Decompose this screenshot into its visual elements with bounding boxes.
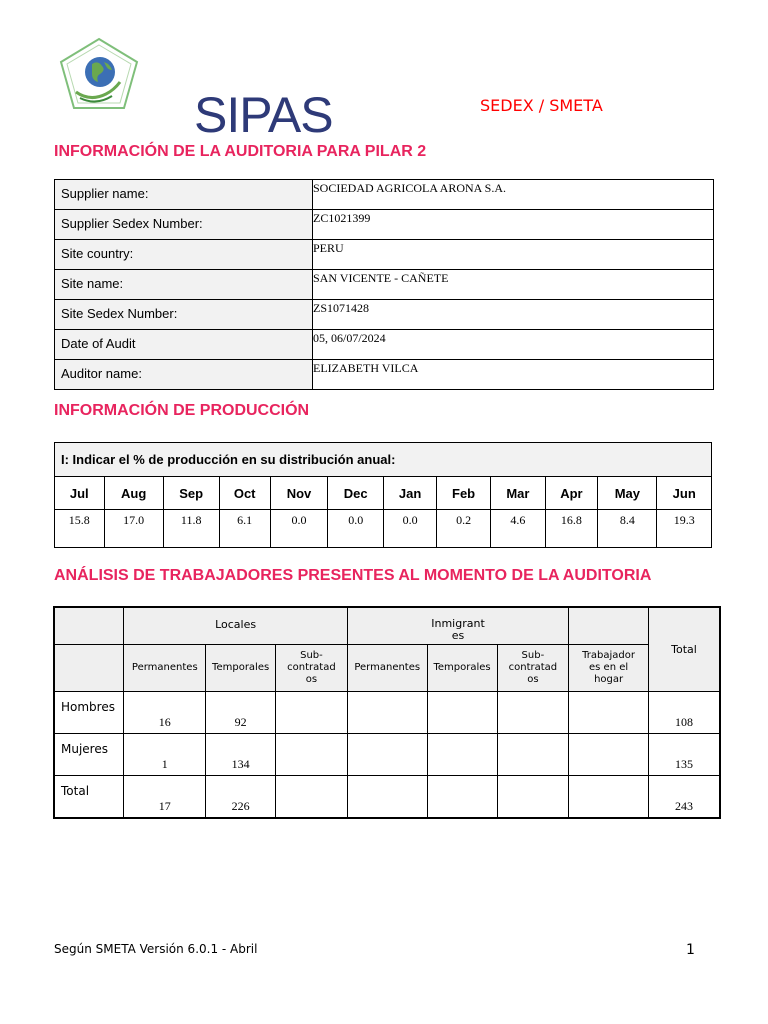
worker-row bbox=[54, 691, 720, 733]
month-value: 17.0 bbox=[104, 510, 163, 548]
worker-row-label: Hombres bbox=[54, 691, 124, 733]
logo-text: SIPAS bbox=[194, 87, 333, 143]
audit-info-table bbox=[54, 179, 714, 390]
worker-cell bbox=[569, 775, 649, 818]
globe-hands-icon bbox=[54, 36, 144, 116]
audit-label: Date of Audit bbox=[55, 330, 313, 360]
worker-row-total: 108 bbox=[648, 691, 720, 733]
worker-row-label: Mujeres bbox=[54, 733, 124, 775]
month-header: Feb bbox=[436, 477, 490, 510]
audit-label: Site Sedex Number: bbox=[55, 300, 313, 330]
month-header: Jul bbox=[55, 477, 105, 510]
corner-cell-2 bbox=[54, 644, 124, 691]
month-value: 0.0 bbox=[270, 510, 328, 548]
worker-cell bbox=[427, 775, 497, 818]
worker-cell: 134 bbox=[206, 733, 276, 775]
month-header: Aug bbox=[104, 477, 163, 510]
audit-value: SAN VICENTE - CAÑETE bbox=[313, 270, 714, 300]
group-locales: Locales bbox=[124, 607, 347, 644]
worker-row-label: Total bbox=[54, 775, 124, 818]
worker-subheader: Temporales bbox=[427, 644, 497, 691]
month-value: 4.6 bbox=[491, 510, 545, 548]
worker-subheader: Permanentes bbox=[124, 644, 206, 691]
audit-row bbox=[55, 240, 714, 270]
worker-cell bbox=[569, 691, 649, 733]
month-header: May bbox=[598, 477, 657, 510]
worker-cell bbox=[497, 691, 569, 733]
worker-subheader: Sub- contratad os bbox=[497, 644, 569, 691]
month-header: Sep bbox=[163, 477, 219, 510]
production-caption: I: Indicar el % de producción en su distribución anual: bbox=[55, 443, 712, 477]
group-hogar-blank bbox=[569, 607, 649, 644]
audit-row bbox=[55, 180, 714, 210]
worker-subheader: Temporales bbox=[206, 644, 276, 691]
month-header: Jun bbox=[657, 477, 712, 510]
worker-cell bbox=[497, 775, 569, 818]
month-value: 8.4 bbox=[598, 510, 657, 548]
audit-value: ZS1071428 bbox=[313, 300, 714, 330]
month-value: 19.3 bbox=[657, 510, 712, 548]
month-header: Nov bbox=[270, 477, 328, 510]
total-header: Total bbox=[648, 607, 720, 691]
audit-label: Supplier Sedex Number: bbox=[55, 210, 313, 240]
month-header: Dec bbox=[328, 477, 384, 510]
audit-value: 05, 06/07/2024 bbox=[313, 330, 714, 360]
worker-subheader: Permanentes bbox=[347, 644, 427, 691]
audit-value: PERU bbox=[313, 240, 714, 270]
worker-cell bbox=[427, 733, 497, 775]
audit-label: Site country: bbox=[55, 240, 313, 270]
audit-value: ZC1021399 bbox=[313, 210, 714, 240]
group-inmigrantes: Inmigrant es bbox=[347, 607, 568, 644]
worker-cell bbox=[569, 733, 649, 775]
audit-row bbox=[55, 330, 714, 360]
worker-cell bbox=[347, 733, 427, 775]
month-value: 0.2 bbox=[436, 510, 490, 548]
worker-row-total: 243 bbox=[648, 775, 720, 818]
worker-subheader: Sub- contratad os bbox=[276, 644, 348, 691]
audit-row bbox=[55, 300, 714, 330]
production-table bbox=[54, 442, 712, 548]
footer-version: Según SMETA Versión 6.0.1 - Abril bbox=[54, 942, 258, 956]
audit-row bbox=[55, 270, 714, 300]
month-value: 6.1 bbox=[219, 510, 270, 548]
month-value: 11.8 bbox=[163, 510, 219, 548]
sipas-logo bbox=[54, 36, 333, 143]
worker-cell bbox=[347, 691, 427, 733]
worker-row bbox=[54, 775, 720, 818]
month-header: Jan bbox=[384, 477, 437, 510]
month-header: Oct bbox=[219, 477, 270, 510]
audit-value: SOCIEDAD AGRICOLA ARONA S.A. bbox=[313, 180, 714, 210]
worker-cell: 1 bbox=[124, 733, 206, 775]
worker-row-total: 135 bbox=[648, 733, 720, 775]
worker-cell: 226 bbox=[206, 775, 276, 818]
worker-cell bbox=[427, 691, 497, 733]
worker-cell bbox=[347, 775, 427, 818]
audit-label: Site name: bbox=[55, 270, 313, 300]
worker-cell: 16 bbox=[124, 691, 206, 733]
worker-cell bbox=[276, 733, 348, 775]
worker-cell: 17 bbox=[124, 775, 206, 818]
month-value: 16.8 bbox=[545, 510, 598, 548]
sedex-smeta-title: SEDEX / SMETA bbox=[480, 96, 603, 115]
worker-subheader: Trabajador es en el hogar bbox=[569, 644, 649, 691]
month-value: 0.0 bbox=[384, 510, 437, 548]
page-number: 1 bbox=[686, 942, 695, 958]
worker-cell: 92 bbox=[206, 691, 276, 733]
audit-row bbox=[55, 360, 714, 390]
audit-section-title: INFORMACIÓN DE LA AUDITORIA PARA PILAR 2 bbox=[54, 143, 427, 160]
month-header: Apr bbox=[545, 477, 598, 510]
audit-value: ELIZABETH VILCA bbox=[313, 360, 714, 390]
corner-cell bbox=[54, 607, 124, 644]
month-header: Mar bbox=[491, 477, 545, 510]
workers-table bbox=[53, 606, 721, 819]
worker-row bbox=[54, 733, 720, 775]
workers-section-title: ANÁLISIS DE TRABAJADORES PRESENTES AL MOMENTO DE LA AUDITORIA bbox=[54, 567, 652, 584]
worker-cell bbox=[276, 775, 348, 818]
audit-row bbox=[55, 210, 714, 240]
audit-label: Supplier name: bbox=[55, 180, 313, 210]
worker-cell bbox=[276, 691, 348, 733]
month-value: 0.0 bbox=[328, 510, 384, 548]
worker-cell bbox=[497, 733, 569, 775]
month-value: 15.8 bbox=[55, 510, 105, 548]
production-section-title: INFORMACIÓN DE PRODUCCIÓN bbox=[54, 402, 310, 419]
audit-label: Auditor name: bbox=[55, 360, 313, 390]
